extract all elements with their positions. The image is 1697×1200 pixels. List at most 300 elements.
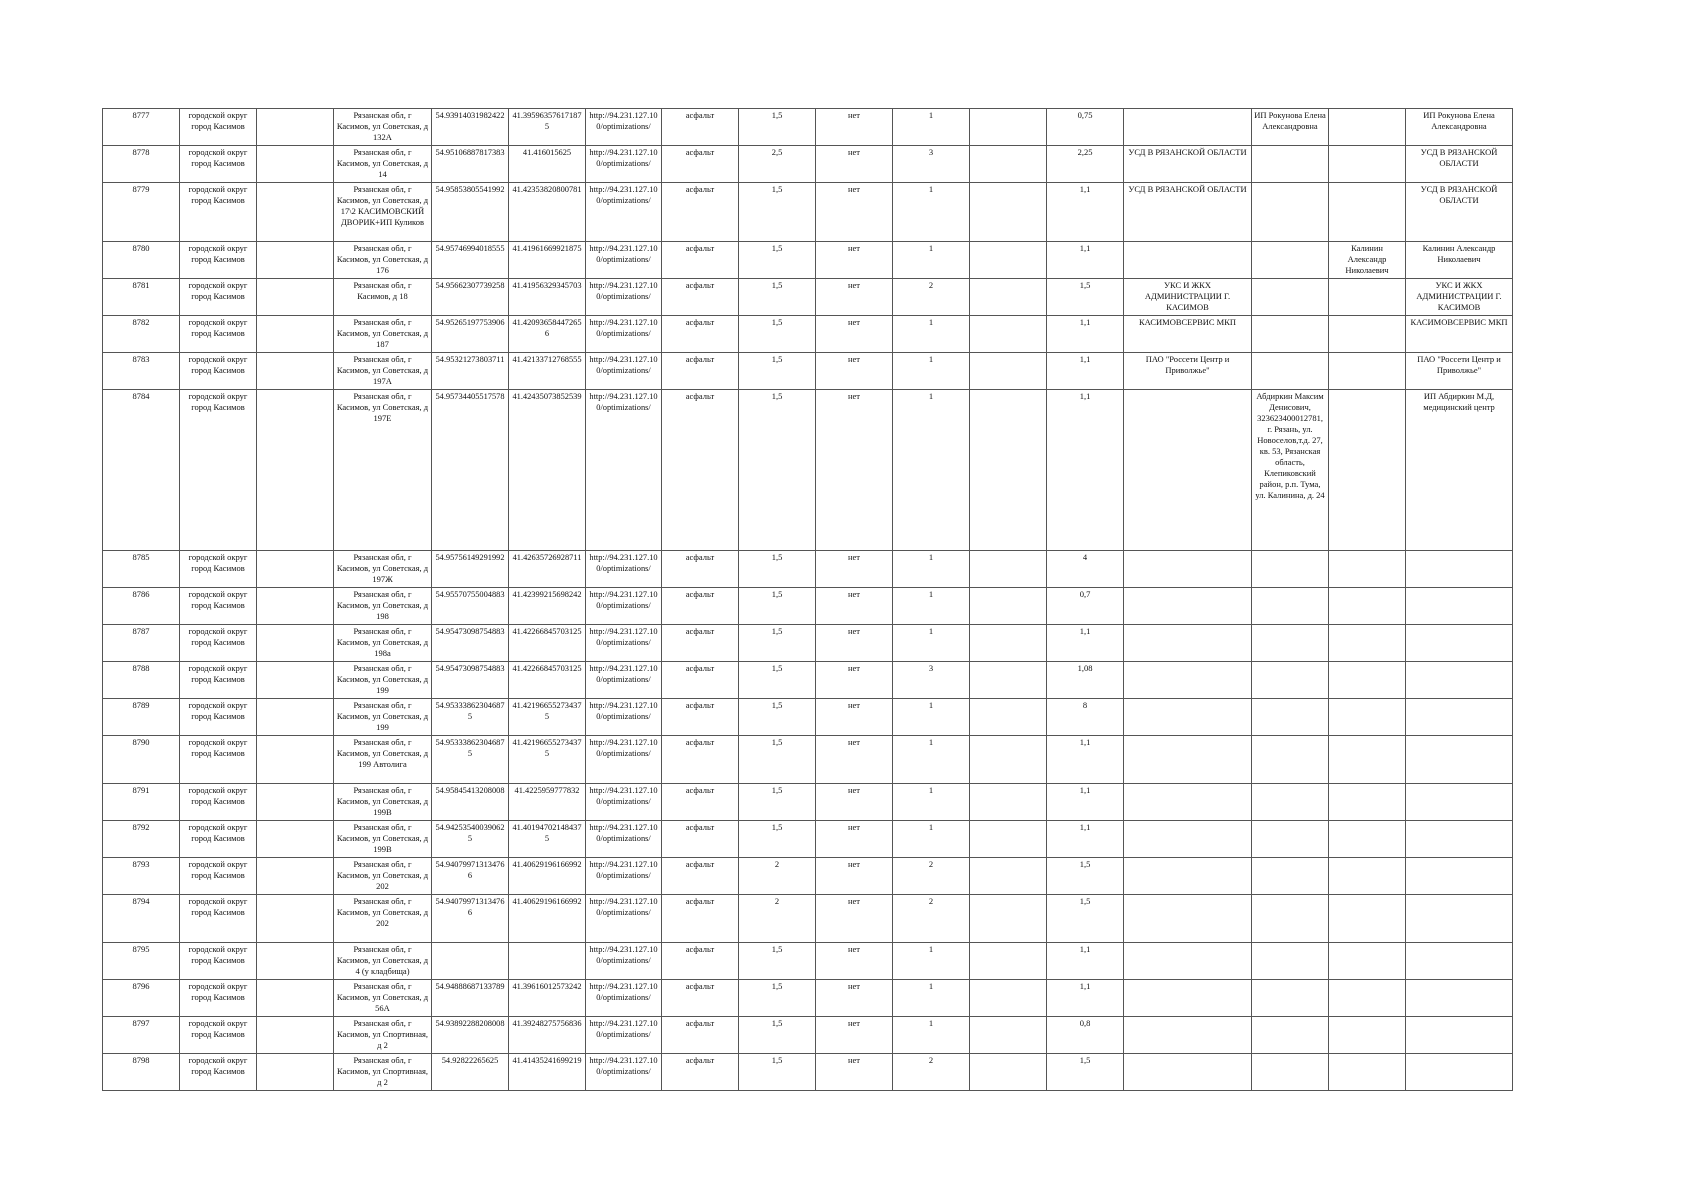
- cell-blank: [257, 551, 334, 588]
- cell-surface: асфальт: [662, 1017, 739, 1054]
- cell-n: 8784: [103, 390, 180, 551]
- cell-blank: [257, 1054, 334, 1091]
- cell-volume: 1,1: [1047, 980, 1124, 1017]
- cell-blank: [257, 146, 334, 183]
- cell-n: 8779: [103, 183, 180, 242]
- cell-surface: асфальт: [662, 353, 739, 390]
- cell-owner_ip: [1252, 316, 1329, 353]
- cell-url: http://94.231.127.10 0/optimizations/: [586, 279, 662, 316]
- cell-area: 1,5: [739, 353, 816, 390]
- cell-blank: [257, 1017, 334, 1054]
- cell-volume: 1,1: [1047, 943, 1124, 980]
- cell-owner_org: [1124, 390, 1252, 551]
- cell-cover: нет: [816, 895, 893, 943]
- cell-n: 8790: [103, 736, 180, 784]
- cell-volume: 1,1: [1047, 625, 1124, 662]
- cell-empty2: [970, 895, 1047, 943]
- cell-url: http://94.231.127.10 0/optimizations/: [586, 980, 662, 1017]
- cell-lat: 54.95473098754883: [432, 625, 509, 662]
- cell-volume: 1,1: [1047, 736, 1124, 784]
- cell-owner_person: [1329, 625, 1406, 662]
- cell-count: 1: [893, 353, 970, 390]
- cell-surface: асфальт: [662, 1054, 739, 1091]
- cell-blank: [257, 588, 334, 625]
- cell-owner_org: [1124, 895, 1252, 943]
- cell-cover: нет: [816, 1054, 893, 1091]
- cell-address: Рязанская обл, г Касимов, ул Советская, д 199: [334, 699, 432, 736]
- cell-address: Рязанская обл, г Касимов, ул Советская, д 17\2 КАСИМОВСКИЙ ДВОРИК+ИП Куликов: [334, 183, 432, 242]
- table-row: [103, 551, 1513, 588]
- table-row: [103, 699, 1513, 736]
- cell-lat: 54.95333862304687 5: [432, 699, 509, 736]
- cell-address: Рязанская обл, г Касимов, ул Советская, д 202: [334, 858, 432, 895]
- cell-volume: 1,5: [1047, 858, 1124, 895]
- cell-n: 8780: [103, 242, 180, 279]
- cell-owner_person: [1329, 858, 1406, 895]
- cell-owner_org: [1124, 784, 1252, 821]
- cell-empty2: [970, 242, 1047, 279]
- cell-owner_org: [1124, 588, 1252, 625]
- cell-area: 1,5: [739, 183, 816, 242]
- cell-source: ИП Рокунова Елена Александровна: [1406, 109, 1513, 146]
- cell-source: ИП Абдиркин М.Д, медицинский центр: [1406, 390, 1513, 551]
- cell-owner_ip: [1252, 242, 1329, 279]
- cell-source: [1406, 1054, 1513, 1091]
- cell-owner_org: [1124, 625, 1252, 662]
- cell-owner_org: УКС И ЖКХ АДМИНИСТРАЦИИ Г. КАСИМОВ: [1124, 279, 1252, 316]
- cell-lon: 41.41956329345703: [509, 279, 586, 316]
- cell-area: 1,5: [739, 943, 816, 980]
- cell-empty2: [970, 662, 1047, 699]
- cell-empty2: [970, 699, 1047, 736]
- cell-n: 8792: [103, 821, 180, 858]
- cell-source: [1406, 662, 1513, 699]
- cell-lat: 54.93892288208008: [432, 1017, 509, 1054]
- cell-owner_ip: [1252, 895, 1329, 943]
- cell-cover: нет: [816, 390, 893, 551]
- cell-address: Рязанская обл, г Касимов, ул Советская, д 56А: [334, 980, 432, 1017]
- cell-area: 1,5: [739, 551, 816, 588]
- cell-url: http://94.231.127.10 0/optimizations/: [586, 390, 662, 551]
- cell-count: 2: [893, 279, 970, 316]
- cell-owner_ip: [1252, 279, 1329, 316]
- cell-surface: асфальт: [662, 588, 739, 625]
- cell-url: http://94.231.127.10 0/optimizations/: [586, 242, 662, 279]
- cell-count: 2: [893, 1054, 970, 1091]
- cell-address: Рязанская обл, г Касимов, ул Советская, д 197Ж: [334, 551, 432, 588]
- cell-surface: асфальт: [662, 662, 739, 699]
- cell-count: 1: [893, 736, 970, 784]
- table-row: [103, 784, 1513, 821]
- cell-cover: нет: [816, 588, 893, 625]
- cell-district: городской округ город Касимов: [180, 353, 257, 390]
- cell-source: [1406, 699, 1513, 736]
- cell-lon: 41.39616012573242: [509, 980, 586, 1017]
- cell-volume: 1,1: [1047, 316, 1124, 353]
- cell-owner_org: [1124, 109, 1252, 146]
- cell-n: 8789: [103, 699, 180, 736]
- cell-surface: асфальт: [662, 625, 739, 662]
- cell-area: 1,5: [739, 390, 816, 551]
- cell-cover: нет: [816, 980, 893, 1017]
- cell-volume: 2,25: [1047, 146, 1124, 183]
- cell-lon: 41.41961669921875: [509, 242, 586, 279]
- cell-blank: [257, 279, 334, 316]
- cell-owner_org: [1124, 858, 1252, 895]
- cell-source: [1406, 625, 1513, 662]
- cell-owner_person: [1329, 588, 1406, 625]
- table-row: [103, 943, 1513, 980]
- cell-area: 1,5: [739, 980, 816, 1017]
- cell-cover: нет: [816, 858, 893, 895]
- cell-owner_org: [1124, 1054, 1252, 1091]
- cell-owner_org: [1124, 1017, 1252, 1054]
- cell-cover: нет: [816, 183, 893, 242]
- cell-owner_org: [1124, 821, 1252, 858]
- cell-url: http://94.231.127.10 0/optimizations/: [586, 1017, 662, 1054]
- cell-lon: 41.39596357617187 5: [509, 109, 586, 146]
- cell-volume: 1,08: [1047, 662, 1124, 699]
- cell-lon: 41.40194702148437 5: [509, 821, 586, 858]
- cell-volume: 8: [1047, 699, 1124, 736]
- cell-lat: 54.95662307739258: [432, 279, 509, 316]
- table-row: [103, 588, 1513, 625]
- cell-empty2: [970, 109, 1047, 146]
- cell-area: 1,5: [739, 736, 816, 784]
- cell-cover: нет: [816, 736, 893, 784]
- cell-owner_person: [1329, 980, 1406, 1017]
- cell-blank: [257, 858, 334, 895]
- cell-area: 1,5: [739, 1054, 816, 1091]
- cell-blank: [257, 736, 334, 784]
- cell-n: 8785: [103, 551, 180, 588]
- cell-lat: 54.95473098754883: [432, 662, 509, 699]
- table-row: [103, 316, 1513, 353]
- cell-count: 1: [893, 943, 970, 980]
- cell-owner_person: [1329, 146, 1406, 183]
- cell-area: 1,5: [739, 662, 816, 699]
- cell-empty2: [970, 551, 1047, 588]
- cell-district: городской округ город Касимов: [180, 146, 257, 183]
- cell-empty2: [970, 588, 1047, 625]
- cell-address: Рязанская обл, г Касимов, д 18: [334, 279, 432, 316]
- cell-lon: 41.416015625: [509, 146, 586, 183]
- cell-blank: [257, 316, 334, 353]
- cell-owner_ip: Абдиркин Максим Денисович, 323623400012781, г. Рязань, ул. Новоселов,т.д. 27, кв. 53, Рязанская область, Клепиковский район, р.п. Тума, ул. Калинина, д. 24: [1252, 390, 1329, 551]
- cell-n: 8795: [103, 943, 180, 980]
- cell-area: 1,5: [739, 821, 816, 858]
- cell-cover: нет: [816, 316, 893, 353]
- cell-owner_org: [1124, 662, 1252, 699]
- cell-lat: 54.94253540039062 5: [432, 821, 509, 858]
- cell-district: городской округ город Касимов: [180, 390, 257, 551]
- cell-address: Рязанская обл, г Касимов, ул Советская, д 198а: [334, 625, 432, 662]
- cell-count: 1: [893, 316, 970, 353]
- table-row: [103, 662, 1513, 699]
- cell-district: городской округ город Касимов: [180, 858, 257, 895]
- cell-source: ПАО "Россети Центр и Приволжье": [1406, 353, 1513, 390]
- cell-source: Калинин Александр Николаевич: [1406, 242, 1513, 279]
- cell-owner_org: [1124, 736, 1252, 784]
- cell-owner_person: [1329, 109, 1406, 146]
- cell-source: УСД В РЯЗАНСКОЙ ОБЛАСТИ: [1406, 146, 1513, 183]
- cell-owner_person: [1329, 699, 1406, 736]
- cell-area: 1,5: [739, 242, 816, 279]
- cell-source: [1406, 821, 1513, 858]
- cell-lon: 41.42435073852539: [509, 390, 586, 551]
- cell-owner_org: [1124, 980, 1252, 1017]
- cell-owner_person: [1329, 943, 1406, 980]
- cell-count: 1: [893, 242, 970, 279]
- cell-blank: [257, 662, 334, 699]
- cell-source: [1406, 943, 1513, 980]
- cell-lat: 54.95265197753906: [432, 316, 509, 353]
- cell-owner_ip: [1252, 943, 1329, 980]
- table-row: [103, 109, 1513, 146]
- cell-count: 1: [893, 390, 970, 551]
- cell-lat: 54.95570755004883: [432, 588, 509, 625]
- cell-district: городской округ город Касимов: [180, 895, 257, 943]
- cell-lat: 54.95845413208008: [432, 784, 509, 821]
- cell-count: 1: [893, 625, 970, 662]
- table-row: [103, 895, 1513, 943]
- cell-blank: [257, 353, 334, 390]
- cell-lat: 54.95756149291992: [432, 551, 509, 588]
- cell-lon: 41.40629196166992: [509, 858, 586, 895]
- cell-volume: 1,5: [1047, 279, 1124, 316]
- cell-owner_ip: [1252, 353, 1329, 390]
- cell-n: 8791: [103, 784, 180, 821]
- cell-owner_ip: ИП Рокунова Елена Александровна: [1252, 109, 1329, 146]
- cell-source: [1406, 858, 1513, 895]
- table-body: [103, 109, 1513, 1091]
- cell-volume: 1,1: [1047, 183, 1124, 242]
- cell-owner_ip: [1252, 1017, 1329, 1054]
- cell-source: [1406, 736, 1513, 784]
- cell-owner_ip: [1252, 980, 1329, 1017]
- cell-owner_org: КАСИМОВСЕРВИС МКП: [1124, 316, 1252, 353]
- cell-empty2: [970, 980, 1047, 1017]
- cell-area: 1,5: [739, 316, 816, 353]
- table-row: [103, 1054, 1513, 1091]
- cell-lat: 54.94888687133789: [432, 980, 509, 1017]
- table-row: [103, 821, 1513, 858]
- cell-lon: 41.4225959777832: [509, 784, 586, 821]
- cell-surface: асфальт: [662, 699, 739, 736]
- cell-area: 1,5: [739, 1017, 816, 1054]
- cell-cover: нет: [816, 943, 893, 980]
- cell-area: 1,5: [739, 699, 816, 736]
- cell-district: городской округ город Касимов: [180, 183, 257, 242]
- cell-blank: [257, 980, 334, 1017]
- cell-cover: нет: [816, 146, 893, 183]
- cell-blank: [257, 699, 334, 736]
- cell-volume: 0,7: [1047, 588, 1124, 625]
- cell-surface: асфальт: [662, 858, 739, 895]
- cell-owner_org: [1124, 943, 1252, 980]
- cell-lat: 54.95853805541992: [432, 183, 509, 242]
- cell-address: Рязанская обл, г Касимов, ул Советская, д 197Е: [334, 390, 432, 551]
- cell-lon: 41.41435241699219: [509, 1054, 586, 1091]
- cell-lon: 41.42133712768555: [509, 353, 586, 390]
- cell-surface: асфальт: [662, 980, 739, 1017]
- cell-lat: 54.95106887817383: [432, 146, 509, 183]
- cell-lon: 41.39248275756836: [509, 1017, 586, 1054]
- cell-url: http://94.231.127.10 0/optimizations/: [586, 146, 662, 183]
- cell-count: 1: [893, 551, 970, 588]
- cell-owner_org: [1124, 242, 1252, 279]
- cell-owner_ip: [1252, 625, 1329, 662]
- cell-area: 1,5: [739, 625, 816, 662]
- cell-empty2: [970, 1054, 1047, 1091]
- cell-lon: 41.42399215698242: [509, 588, 586, 625]
- cell-district: городской округ город Касимов: [180, 242, 257, 279]
- cell-district: городской округ город Касимов: [180, 980, 257, 1017]
- cell-url: http://94.231.127.10 0/optimizations/: [586, 662, 662, 699]
- cell-empty2: [970, 625, 1047, 662]
- cell-n: 8794: [103, 895, 180, 943]
- data-table: [102, 108, 1513, 1091]
- cell-source: УКС И ЖКХ АДМИНИСТРАЦИИ Г. КАСИМОВ: [1406, 279, 1513, 316]
- cell-n: 8788: [103, 662, 180, 699]
- cell-address: Рязанская обл, г Касимов, ул Советская, д 187: [334, 316, 432, 353]
- cell-count: 3: [893, 662, 970, 699]
- cell-address: Рязанская обл, г Касимов, ул Спортивная, д 2: [334, 1054, 432, 1091]
- cell-owner_person: [1329, 662, 1406, 699]
- cell-n: 8793: [103, 858, 180, 895]
- cell-lon: 41.42093658447265 6: [509, 316, 586, 353]
- cell-url: http://94.231.127.10 0/optimizations/: [586, 353, 662, 390]
- cell-volume: 1,1: [1047, 390, 1124, 551]
- cell-surface: асфальт: [662, 551, 739, 588]
- cell-lon: [509, 943, 586, 980]
- cell-surface: асфальт: [662, 146, 739, 183]
- cell-empty2: [970, 353, 1047, 390]
- cell-owner_ip: [1252, 699, 1329, 736]
- cell-url: http://94.231.127.10 0/optimizations/: [586, 109, 662, 146]
- cell-area: 1,5: [739, 588, 816, 625]
- cell-n: 8798: [103, 1054, 180, 1091]
- cell-lon: 41.42196655273437 5: [509, 736, 586, 784]
- table-row: [103, 1017, 1513, 1054]
- cell-lat: 54.95746994018555: [432, 242, 509, 279]
- cell-volume: 4: [1047, 551, 1124, 588]
- cell-owner_org: [1124, 551, 1252, 588]
- cell-district: городской округ город Касимов: [180, 588, 257, 625]
- cell-count: 1: [893, 588, 970, 625]
- cell-owner_person: [1329, 353, 1406, 390]
- cell-surface: асфальт: [662, 390, 739, 551]
- cell-owner_ip: [1252, 736, 1329, 784]
- cell-area: 2: [739, 858, 816, 895]
- cell-url: http://94.231.127.10 0/optimizations/: [586, 736, 662, 784]
- cell-address: Рязанская обл, г Касимов, ул Спортивная, д 2: [334, 1017, 432, 1054]
- cell-owner_person: [1329, 183, 1406, 242]
- cell-count: 1: [893, 699, 970, 736]
- cell-surface: асфальт: [662, 183, 739, 242]
- cell-empty2: [970, 316, 1047, 353]
- cell-surface: асфальт: [662, 242, 739, 279]
- cell-cover: нет: [816, 279, 893, 316]
- cell-url: http://94.231.127.10 0/optimizations/: [586, 551, 662, 588]
- cell-district: городской округ город Касимов: [180, 551, 257, 588]
- cell-cover: нет: [816, 551, 893, 588]
- cell-district: городской округ город Касимов: [180, 1054, 257, 1091]
- cell-n: 8781: [103, 279, 180, 316]
- cell-address: Рязанская обл, г Касимов, ул Советская, д 176: [334, 242, 432, 279]
- cell-owner_person: [1329, 736, 1406, 784]
- cell-lat: 54.92822265625: [432, 1054, 509, 1091]
- cell-owner_ip: [1252, 784, 1329, 821]
- cell-address: Рязанская обл, г Касимов, ул Советская, д 4 (у кладбища): [334, 943, 432, 980]
- cell-area: 1,5: [739, 279, 816, 316]
- cell-blank: [257, 943, 334, 980]
- cell-url: http://94.231.127.10 0/optimizations/: [586, 895, 662, 943]
- cell-url: http://94.231.127.10 0/optimizations/: [586, 183, 662, 242]
- cell-url: http://94.231.127.10 0/optimizations/: [586, 784, 662, 821]
- cell-volume: 1,1: [1047, 242, 1124, 279]
- cell-source: КАСИМОВСЕРВИС МКП: [1406, 316, 1513, 353]
- cell-count: 1: [893, 980, 970, 1017]
- cell-url: http://94.231.127.10 0/optimizations/: [586, 821, 662, 858]
- table-row: [103, 279, 1513, 316]
- cell-empty2: [970, 1017, 1047, 1054]
- cell-owner_person: [1329, 784, 1406, 821]
- cell-address: Рязанская обл, г Касимов, ул Советская, д 199В: [334, 784, 432, 821]
- cell-n: 8786: [103, 588, 180, 625]
- cell-owner_person: [1329, 1054, 1406, 1091]
- cell-owner_org: [1124, 699, 1252, 736]
- cell-district: городской округ город Касимов: [180, 821, 257, 858]
- cell-lat: 54.95734405517578: [432, 390, 509, 551]
- cell-owner_ip: [1252, 662, 1329, 699]
- cell-district: городской округ город Касимов: [180, 736, 257, 784]
- cell-url: http://94.231.127.10 0/optimizations/: [586, 858, 662, 895]
- cell-url: http://94.231.127.10 0/optimizations/: [586, 316, 662, 353]
- cell-cover: нет: [816, 109, 893, 146]
- cell-address: Рязанская обл, г Касимов, ул Советская, д 202: [334, 895, 432, 943]
- cell-count: 1: [893, 784, 970, 821]
- cell-lon: 41.42635726928711: [509, 551, 586, 588]
- cell-count: 1: [893, 109, 970, 146]
- cell-source: [1406, 1017, 1513, 1054]
- cell-lat: 54.94079971313476 6: [432, 895, 509, 943]
- cell-area: 2: [739, 895, 816, 943]
- cell-source: [1406, 980, 1513, 1017]
- cell-cover: нет: [816, 699, 893, 736]
- cell-n: 8796: [103, 980, 180, 1017]
- cell-cover: нет: [816, 784, 893, 821]
- cell-district: городской округ город Касимов: [180, 784, 257, 821]
- cell-owner_ip: [1252, 858, 1329, 895]
- cell-address: Рязанская обл, г Касимов, ул Советская, д 199В: [334, 821, 432, 858]
- cell-volume: 0,75: [1047, 109, 1124, 146]
- cell-volume: 1,1: [1047, 821, 1124, 858]
- cell-volume: 1,5: [1047, 895, 1124, 943]
- cell-address: Рязанская обл, г Касимов, ул Советская, д 198: [334, 588, 432, 625]
- cell-owner_ip: [1252, 551, 1329, 588]
- cell-area: 2,5: [739, 146, 816, 183]
- cell-empty2: [970, 146, 1047, 183]
- cell-blank: [257, 784, 334, 821]
- cell-empty2: [970, 821, 1047, 858]
- cell-owner_org: УСД В РЯЗАНСКОЙ ОБЛАСТИ: [1124, 146, 1252, 183]
- cell-lon: 41.42266845703125: [509, 662, 586, 699]
- cell-volume: 1,1: [1047, 353, 1124, 390]
- cell-district: городской округ город Касимов: [180, 1017, 257, 1054]
- cell-lat: 54.95321273803711: [432, 353, 509, 390]
- cell-count: 1: [893, 821, 970, 858]
